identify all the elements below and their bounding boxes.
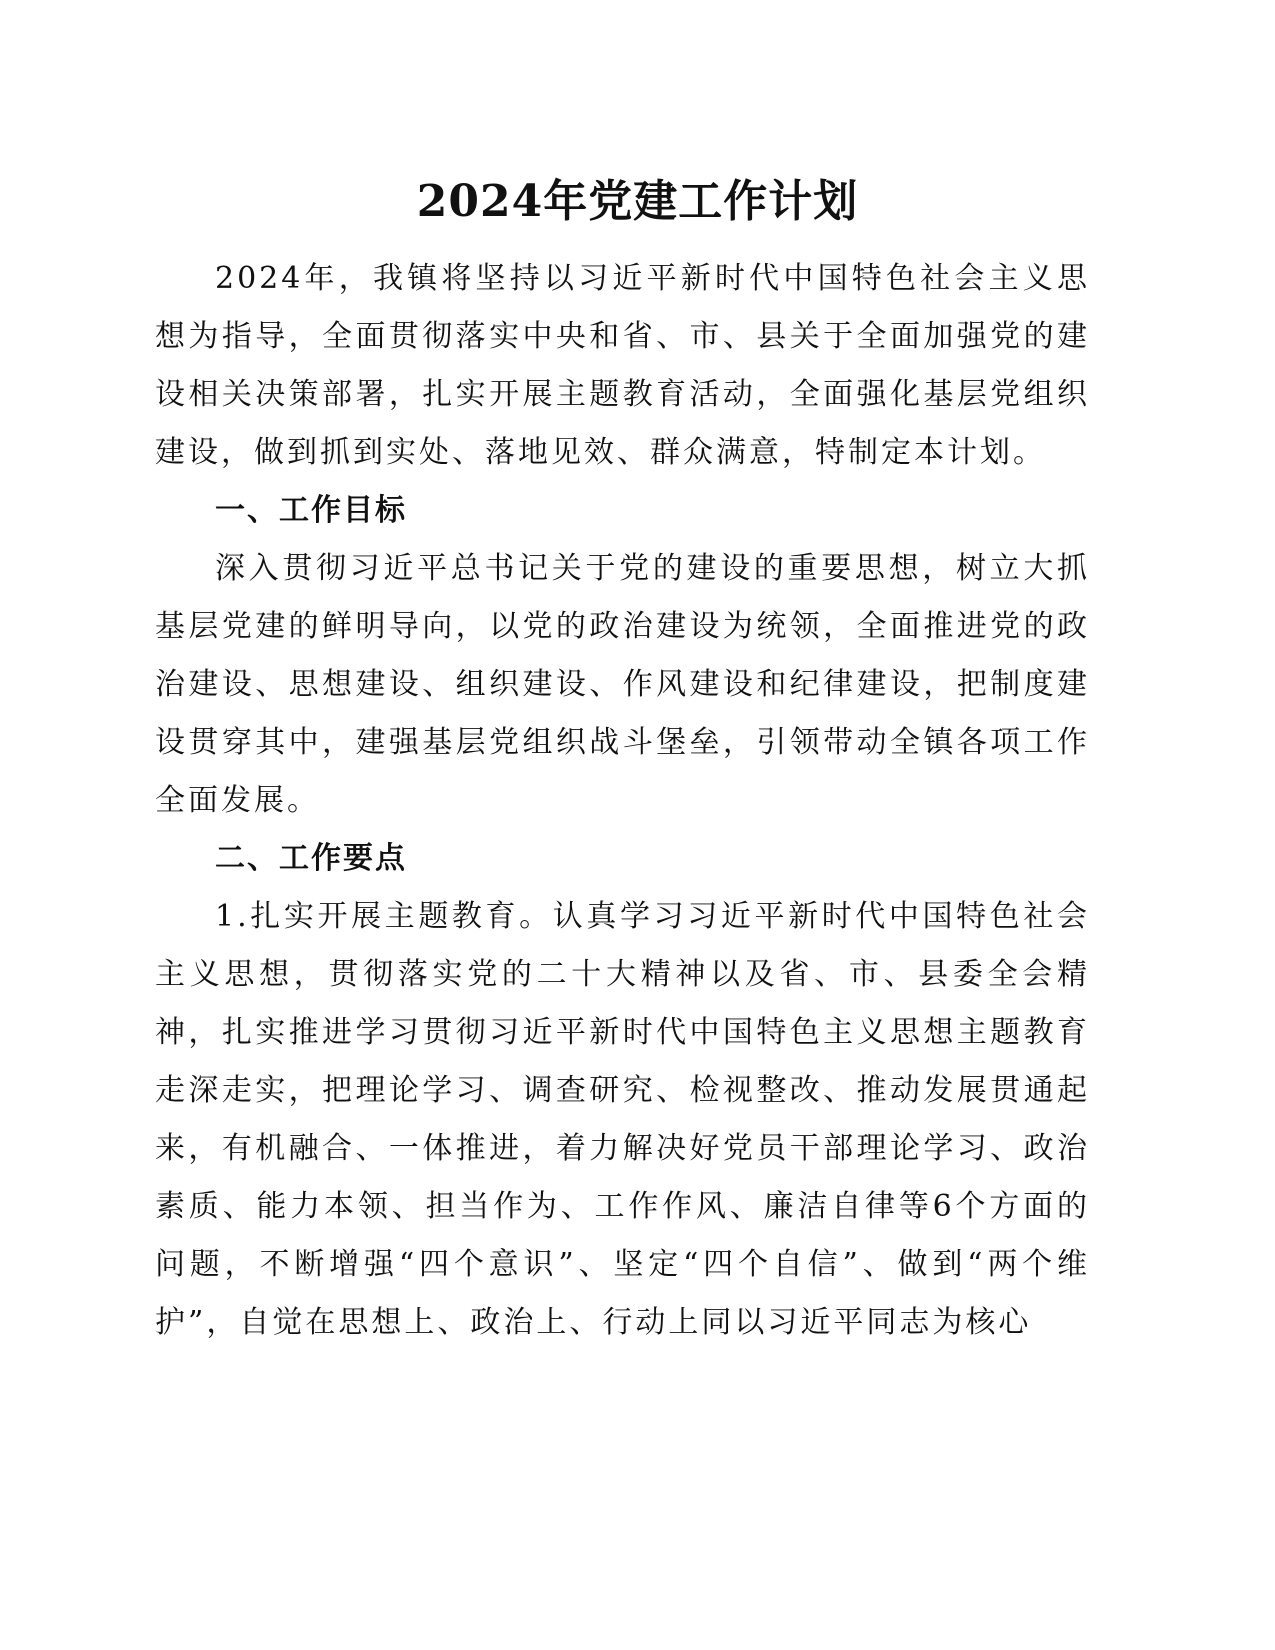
key-point-1-paragraph: 1.扎实开展主题教育。认真学习习近平新时代中国特色社会主义思想，贯彻落实党的二十大精神以及省、市、县委全会精神，扎实推进学习贯彻习近平新时代中国特色主义思想主题教育走深走实，把理论学习、调查研究、检视整改、推动发展贯通起来，有机融合、一体推进，着力解决好党员干部理论学习、政治素质、能力本领、担当作为、工作作风、廉洁自律等6个方面的问题，不断增强“四个意识”、坚定“四个自信”、做到“两个维护”，自觉在思想上、政治上、行动上同以习近平同志为核心 — [155, 899, 1090, 1340]
document-body — [155, 250, 1090, 1352]
section-heading-key-points: 二、工作要点 — [215, 841, 407, 876]
intro-paragraph: 2024年，我镇将坚持以习近平新时代中国特色社会主义思想为指导，全面贯彻落实中央和省、市、县关于全面加强党的建设相关决策部署，扎实开展主题教育活动，全面强化基层党组织建设，做到抓到实处、落地见效、群众满意，特制定本计划。 — [155, 261, 1090, 470]
section-heading-goals: 一、工作目标 — [215, 493, 407, 528]
document-title: 2024年党建工作计划 — [416, 176, 859, 227]
goals-paragraph: 深入贯彻习近平总书记关于党的建设的重要思想，树立大抓基层党建的鲜明导向，以党的政治建设为统领，全面推进党的政治建设、思想建设、组织建设、作风建设和纪律建设，把制度建设贯穿其中，建强基层党组织战斗堡垒，引领带动全镇各项工作全面发展。 — [155, 551, 1090, 818]
